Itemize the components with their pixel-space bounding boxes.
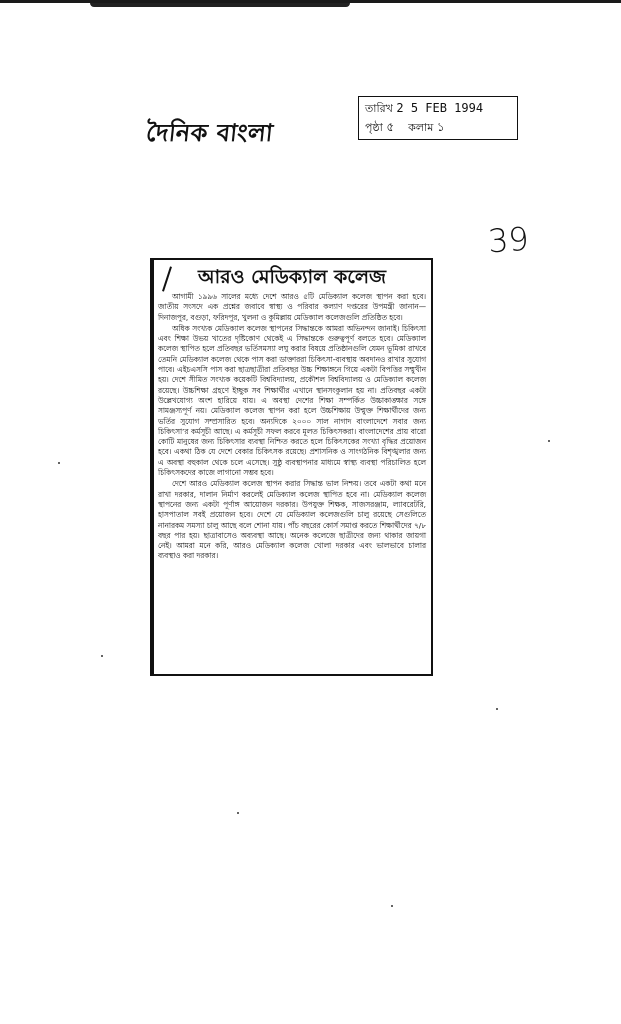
stamp-page-row	[365, 118, 511, 137]
stamp-page-value: ৫	[386, 120, 395, 134]
scan-edge	[0, 0, 621, 14]
stamp-date-value: 2 5 FEB 1994	[396, 101, 484, 115]
headline-text: আরও মেডিক্যাল কলেজ	[197, 266, 387, 288]
clipping-edge	[151, 260, 154, 674]
scan-speck	[391, 905, 393, 907]
clipping-stamp	[358, 96, 518, 140]
stamp-column-value: ১	[436, 120, 445, 134]
scan-speck	[237, 812, 239, 814]
stamp-column-label: কলাম	[408, 121, 434, 134]
scan-speck	[58, 462, 60, 464]
stamp-page-label: পৃষ্ঠা	[365, 121, 383, 134]
article-paragraph: দেশে আরও মেডিক্যাল কলেজ স্থাপন করার সিদ্ধান্ত ভাল নিশ্চয়। তবে একটা কথা মনে রাখা দরকার, দালান নির্মাণ করলেই মেডিক্যাল কলেজ স্থাপিত হবে না। মেডিক্যাল কলেজ স্থাপনের জন্য একটা পূর্ণাঙ্গ আয়োজন দরকার। উপযুক্ত শিক্ষক, সাজসরঞ্জাম, ল্যাবরেটরি, হাসপাতাল সবই প্রয়োজন হবে। দেশে যে মেডিক্যাল কলেজগুলি চালু রয়েছে সেগুলিতে নানারকম সমস্যা চালু আছে বলে শোনা যায়। পাঁচ বছরের কোর্স সমাপ্ত করতে শিক্ষার্থীদের ৭/৮ বছর পার হয়। ছাত্রাবাসেও অব্যবস্থা আছে। অনেক কলেজে ছাত্রীদের জন্য থাকার জায়গা নেই। আমরা মনে করি, আরও মেডিক্যাল কলেজ খোলা দরকার এবং ভালভাবে চালার ব্যবস্থাও করা দরকার।	[158, 479, 426, 561]
headline-rule	[162, 266, 172, 291]
handwritten-page-number: 39	[486, 219, 530, 261]
article-paragraph: অধিক সংখ্যক মেডিক্যাল কলেজ স্থাপনের সিদ্ধান্তকে আমরা অভিনন্দন জানাই। চিকিৎসা এবং শিক্ষা উভয় খাতের দৃষ্টিকোণ থেকেই এ সিদ্ধান্তকে গুরুত্বপূর্ণ বলতে হবে। মেডিক্যাল কলেজ স্থাপিত হলে প্রতিবছর ভর্তিসমস্যা লঘু করার বিষয়ে প্রতিষ্ঠানগুলি যেমন ভূমিকা রাখবে তেমনি মেডিক্যাল কলেজ থেকে পাস করা ডাক্তাররা চিকিৎসা-ব্যবস্থায় অবদানও রাখার সুযোগ পাবে। এইচএসসি পাস করা ছাত্রছাত্রীরা প্রতিবছর উচ্চ শিক্ষাঙ্গনে গিয়ে একটা বিপত্তির সম্মুখীন হয়। দেশে সীমিত সংখ্যক কয়েকটি বিশ্ববিদ্যালয়, প্রকৌশল বিশ্ববিদ্যালয় ও মেডিক্যাল কলেজ রয়েছে। উচ্চশিক্ষা গ্রহণে ইচ্ছুক সব শিক্ষার্থীর এখানে স্থানসংকুলান হয় না। প্রতিবছর একটা উল্লেখযোগ্য অংশ হারিয়ে যায়। এ অবস্থা দেশের শিক্ষা সম্পর্কিত উচ্চাকাঙ্ক্ষার সঙ্গে সামঞ্জস্যপূর্ণ নয়। মেডিক্যাল কলেজ স্থাপন করা হলে উচ্চশিক্ষায় উন্মুক্ত শিক্ষার্থীদের জন্য ভর্তির সুযোগ সম্প্রসারিত হবে। অন্যদিকে ২০০০ সাল নাগাদ বাংলাদেশে সবার জন্য চিকিৎসা’র কর্মসূচী আছে। এ কর্মসূচী সফল করবে মূলত চিকিৎসকরা। বাংলাদেশের প্রায় বারো কোটি মানুষের জন্য চিকিৎসার ব্যবস্থা নিশ্চিত করতে হলে চিকিৎসকের সংখ্যা বৃদ্ধির প্রয়োজন হবে। একথা ঠিক যে দেশে বেকার চিকিৎসক রয়েছে। প্রশাসনিক ও সাংগঠনিক বিশৃঙ্খলার জন্য এ অবস্থা বহুকাল থেকে চলে এসেছে। সুষ্ঠু ব্যবস্থাপনার মাধ্যমে স্বাস্থ্য ব্যবস্থা পরিচালিত হলে চিকিৎসকদের কাজে লাগানো সম্ভব হবে।	[158, 323, 426, 478]
scan-speck	[496, 708, 498, 710]
newspaper-masthead: দৈনিক বাংলা	[144, 118, 275, 147]
article-paragraph: আগামী ১৯৯৬ সালের মধ্যে দেশে আরও ৫টি মেডিক্যাল কলেজ স্থাপন করা হবে। জাতীয় সংসদে এক প্রশ্নের জবাবে স্বাস্থ্য ও পরিবার কল্যাণ দপ্তরের উপমন্ত্রী জানান—দিনাজপুর, বগুড়া, ফরিদপুর, খুলনা ও কুমিল্লায় মেডিক্যাল কলেজগুলি প্রতিষ্ঠিত হবে।	[158, 292, 426, 322]
scan-speck	[548, 440, 550, 442]
stamp-date-label: তারিখ	[365, 102, 393, 115]
stamp-date-row	[365, 99, 511, 118]
newspaper-clipping	[150, 258, 433, 676]
scan-speck	[101, 655, 103, 657]
article-headline	[158, 266, 426, 288]
